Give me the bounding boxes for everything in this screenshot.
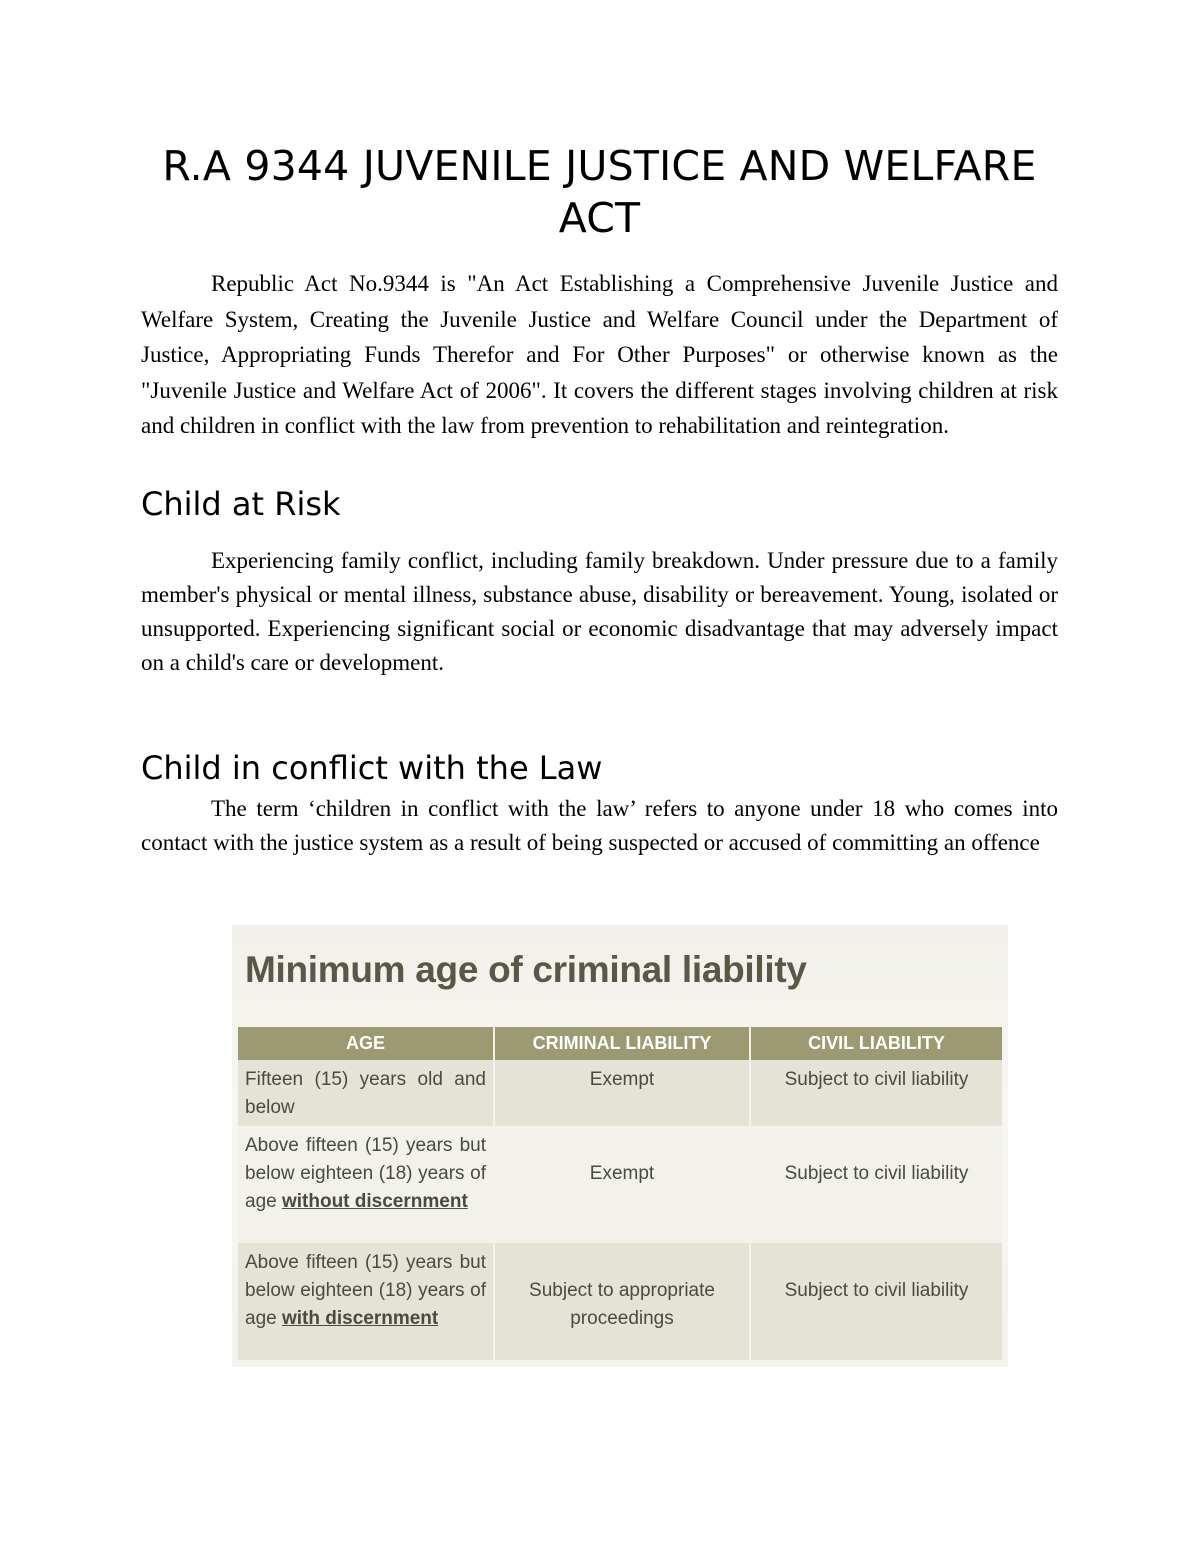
cell-civil: Subject to civil liability [750, 1060, 1002, 1126]
section-heading-child-in-conflict: Child in conflict with the Law [141, 749, 603, 787]
cell-age [238, 1126, 494, 1243]
table-header-row [238, 1027, 1002, 1060]
cell-criminal: Subject to appropriate proceedings [494, 1243, 750, 1360]
cell-civil: Subject to civil liability [750, 1243, 1002, 1360]
header-age: AGE [238, 1027, 494, 1060]
age-text: Fifteen (15) years old and below [245, 1069, 486, 1118]
document-title: R.A 9344 JUVENILE JUSTICE AND WELFARE ACT [162, 142, 1037, 242]
age-emphasis: without discernment [281, 1191, 468, 1212]
cell-age [238, 1060, 494, 1126]
cell-age [238, 1243, 494, 1360]
section-heading-child-at-risk: Child at Risk [141, 485, 341, 523]
cell-civil: Subject to civil liability [750, 1126, 1002, 1243]
header-criminal-liability: CRIMINAL LIABILITY [494, 1027, 750, 1060]
cell-criminal: Exempt [494, 1126, 750, 1243]
intro-paragraph: Republic Act No.9344 is "An Act Establishing a Comprehensive Juvenile Justice and Welfare System, Creating the Juvenile Justice and Welfare Council under the Department of Justice, Appropriating Funds Therefor and For Other Purposes" or otherwise known as the "Juvenile Justice and Welfare Act of 2006". It covers the different stages involving children at risk and children in conflict with the law from prevention to rehabilitation and reintegration. [141, 271, 1058, 438]
age-text: Above fifteen (15) years but below eighteen (18) years of age [245, 1135, 486, 1212]
table-row [238, 1060, 1002, 1126]
liability-table-figure [232, 925, 1008, 1367]
figure-title: Minimum age of criminal liability [245, 949, 807, 990]
table-row [238, 1126, 1002, 1243]
header-civil-liability: CIVIL LIABILITY [750, 1027, 1002, 1060]
cell-criminal: Exempt [494, 1060, 750, 1126]
age-text: Above fifteen (15) years but below eighteen (18) years of age [245, 1252, 486, 1329]
table-row [238, 1243, 1002, 1360]
section-body-child-in-conflict: The term ‘children in conflict with the law’ refers to anyone under 18 who comes into contact with the justice system as a result of being suspected or accused of committing an offence [141, 796, 1058, 855]
age-emphasis: with discernment [281, 1308, 439, 1329]
section-body-child-at-risk: Experiencing family conflict, including family breakdown. Under pressure due to a family member's physical or mental illness, substance abuse, disability or bereavement. Young, isolated or unsupported. Experiencing significant social or economic disadvantage that may adversely impact on a child's care or development. [141, 548, 1058, 675]
liability-table [238, 1027, 1002, 1360]
